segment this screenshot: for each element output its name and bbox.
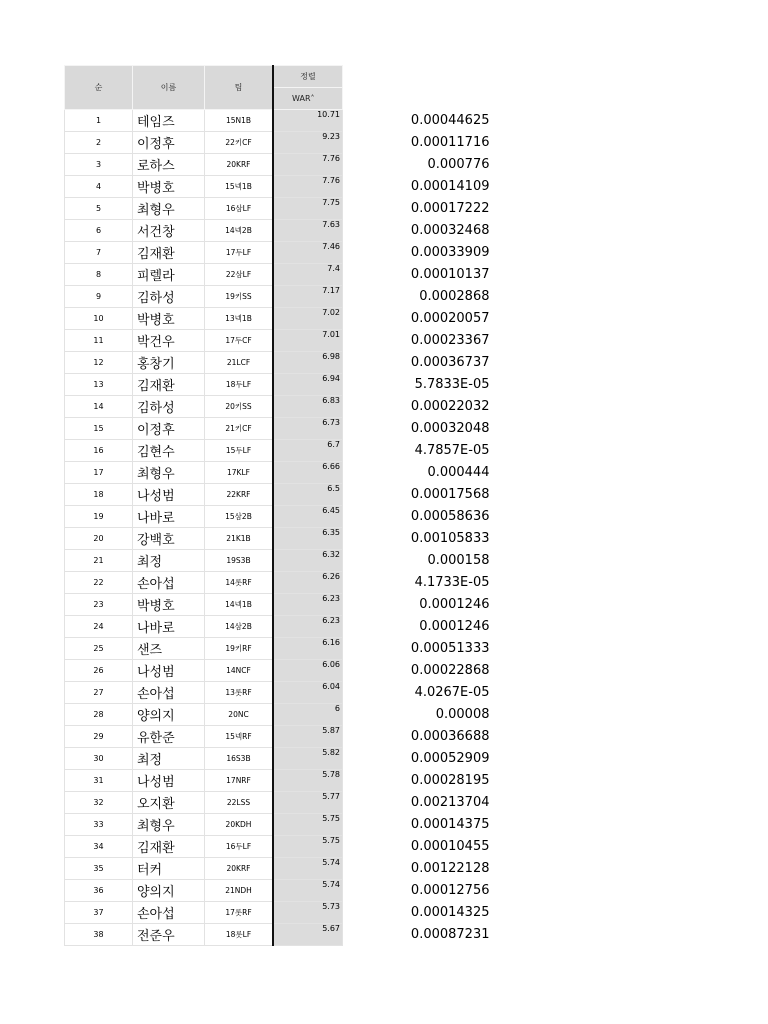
rank-cell[interactable]: 35 [65, 858, 133, 880]
ratio-cell[interactable]: 4.7857E-05 [414, 443, 490, 458]
rank-cell[interactable]: 1 [65, 110, 133, 132]
empty-cell[interactable] [343, 660, 404, 682]
rank-cell[interactable]: 23 [65, 594, 133, 616]
ratio-cell[interactable]: 0.00087231 [410, 927, 490, 942]
empty-cell[interactable] [343, 220, 404, 242]
ratio-cell[interactable]: 0.00022032 [410, 399, 490, 414]
name-cell[interactable]: 박병호 [133, 308, 205, 330]
rank-cell[interactable]: 24 [65, 616, 133, 638]
war-cell[interactable]: 5.75 [273, 814, 343, 836]
table-row [65, 110, 490, 132]
ratio-cell[interactable]: 0.00033909 [410, 245, 490, 260]
table-row [65, 748, 490, 770]
ratio-cell[interactable]: 0.0002868 [419, 289, 490, 304]
empty-cell[interactable] [343, 374, 404, 396]
war-cell[interactable]: 5.67 [273, 924, 343, 946]
war-cell[interactable]: 7.76 [273, 176, 343, 198]
rank-cell[interactable]: 4 [65, 176, 133, 198]
war-cell[interactable]: 6.04 [273, 682, 343, 704]
table-row [65, 682, 490, 704]
war-cell[interactable]: 6.35 [273, 528, 343, 550]
table-row [65, 858, 490, 880]
rank-cell[interactable]: 5 [65, 198, 133, 220]
col-header-team[interactable]: 팀 [205, 66, 274, 110]
ratio-cell[interactable]: 4.0267E-05 [414, 685, 490, 700]
empty-cell[interactable] [343, 902, 404, 924]
table-row [65, 264, 490, 286]
table-row [65, 198, 490, 220]
ratio-cell[interactable]: 0.000444 [427, 465, 490, 480]
name-cell[interactable]: 피렐라 [133, 264, 205, 286]
table-row [65, 154, 490, 176]
ratio-cell[interactable]: 0.000158 [427, 553, 490, 568]
ratio-cell[interactable]: 0.00032468 [410, 223, 490, 238]
ratio-cell[interactable]: 0.00052909 [410, 751, 490, 766]
war-cell[interactable]: 5.74 [273, 858, 343, 880]
empty-cell[interactable] [343, 704, 404, 726]
rank-cell[interactable]: 12 [65, 352, 133, 374]
team-cell[interactable]: 20NC [205, 704, 274, 726]
empty-cell[interactable] [343, 352, 404, 374]
col-header-rank[interactable]: 순 [65, 66, 133, 110]
ratio-cell[interactable]: 0.000776 [427, 157, 490, 172]
rank-cell[interactable]: 3 [65, 154, 133, 176]
name-cell[interactable]: 전준우 [133, 924, 205, 946]
table-row [65, 660, 490, 682]
team-cell[interactable]: 14NCF [205, 660, 274, 682]
war-cell[interactable]: 6.06 [273, 660, 343, 682]
name-cell[interactable]: 김재환 [133, 836, 205, 858]
rank-cell[interactable]: 28 [65, 704, 133, 726]
war-ranking-table [64, 65, 490, 946]
war-cell[interactable]: 7.01 [273, 330, 343, 352]
name-cell[interactable]: 손아섭 [133, 682, 205, 704]
empty-cell[interactable] [343, 132, 404, 154]
table-row [65, 528, 490, 550]
table-row [65, 550, 490, 572]
ratio-cell[interactable]: 4.1733E-05 [414, 575, 490, 590]
war-cell[interactable]: 6.32 [273, 550, 343, 572]
team-cell[interactable]: 21LCF [205, 352, 274, 374]
war-cell[interactable]: 7.75 [273, 198, 343, 220]
team-cell[interactable]: 19S3B [205, 550, 274, 572]
name-cell[interactable]: 서건창 [133, 220, 205, 242]
rank-cell[interactable]: 21 [65, 550, 133, 572]
table-row [65, 132, 490, 154]
table-row [65, 396, 490, 418]
ratio-cell[interactable]: 0.0001246 [419, 619, 490, 634]
team-cell[interactable]: 15넥1B [205, 176, 274, 198]
empty-cell[interactable] [343, 198, 404, 220]
team-cell[interactable]: 14넥2B [205, 220, 274, 242]
team-cell[interactable]: 16두LF [205, 836, 274, 858]
sort-header[interactable]: 정렬 [273, 66, 343, 88]
table-row [65, 638, 490, 660]
table-row [65, 286, 490, 308]
name-cell[interactable]: 샌즈 [133, 638, 205, 660]
empty-cell[interactable] [343, 594, 404, 616]
team-cell[interactable]: 19키SS [205, 286, 274, 308]
name-cell[interactable]: 김하성 [133, 286, 205, 308]
empty-cell[interactable] [343, 462, 404, 484]
team-cell[interactable]: 17두LF [205, 242, 274, 264]
name-cell[interactable]: 터커 [133, 858, 205, 880]
rank-cell[interactable]: 10 [65, 308, 133, 330]
ratio-cell[interactable]: 0.00036688 [410, 729, 490, 744]
war-cell[interactable]: 5.74 [273, 880, 343, 902]
team-cell[interactable]: 20KRF [205, 858, 274, 880]
rank-cell[interactable]: 27 [65, 682, 133, 704]
rank-cell[interactable]: 15 [65, 418, 133, 440]
war-cell[interactable]: 5.75 [273, 836, 343, 858]
empty-cell[interactable] [343, 682, 404, 704]
war-cell[interactable]: 6.73 [273, 418, 343, 440]
team-cell[interactable]: 19키RF [205, 638, 274, 660]
name-cell[interactable]: 오지환 [133, 792, 205, 814]
rank-cell[interactable]: 32 [65, 792, 133, 814]
war-cell[interactable]: 7.02 [273, 308, 343, 330]
war-cell[interactable]: 7.17 [273, 286, 343, 308]
name-cell[interactable]: 손아섭 [133, 572, 205, 594]
table-row [65, 220, 490, 242]
empty-cell[interactable] [343, 286, 404, 308]
empty-cell[interactable] [343, 616, 404, 638]
war-cell[interactable]: 5.87 [273, 726, 343, 748]
table-row [65, 880, 490, 902]
ratio-cell[interactable]: 0.00213704 [410, 795, 490, 810]
name-cell[interactable]: 이정후 [133, 132, 205, 154]
empty-cell[interactable] [343, 242, 404, 264]
team-cell[interactable]: 21NDH [205, 880, 274, 902]
team-cell[interactable]: 18두LF [205, 374, 274, 396]
name-cell[interactable]: 김현수 [133, 440, 205, 462]
war-cell[interactable]: 6.16 [273, 638, 343, 660]
table-row [65, 352, 490, 374]
team-cell[interactable]: 16삼LF [205, 198, 274, 220]
rank-cell[interactable]: 22 [65, 572, 133, 594]
rank-cell[interactable]: 36 [65, 880, 133, 902]
ratio-cell[interactable]: 0.00008 [435, 707, 490, 722]
team-cell[interactable]: 15두LF [205, 440, 274, 462]
ratio-cell[interactable]: 0.00023367 [410, 333, 490, 348]
empty-cell[interactable] [343, 154, 404, 176]
team-cell[interactable]: 14넥1B [205, 594, 274, 616]
war-cell[interactable]: 7.76 [273, 154, 343, 176]
war-cell[interactable]: 5.77 [273, 792, 343, 814]
name-cell[interactable]: 박건우 [133, 330, 205, 352]
war-cell[interactable]: 7.46 [273, 242, 343, 264]
name-cell[interactable]: 최정 [133, 748, 205, 770]
war-cell[interactable]: 9.23 [273, 132, 343, 154]
war-cell[interactable]: 6.66 [273, 462, 343, 484]
table-row [65, 440, 490, 462]
table-row [65, 176, 490, 198]
ratio-cell[interactable]: 0.00051333 [410, 641, 490, 656]
table-row [65, 704, 490, 726]
war-cell[interactable]: 5.78 [273, 770, 343, 792]
rank-cell[interactable]: 9 [65, 286, 133, 308]
empty-cell[interactable] [343, 418, 404, 440]
table-row [65, 330, 490, 352]
rank-cell[interactable]: 34 [65, 836, 133, 858]
empty-cell[interactable] [343, 396, 404, 418]
empty-cell[interactable] [343, 880, 404, 902]
ratio-cell[interactable]: 0.00012756 [410, 883, 490, 898]
ratio-cell[interactable]: 0.00017222 [410, 201, 490, 216]
team-cell[interactable]: 15N1B [205, 110, 274, 132]
empty-cell[interactable] [343, 726, 404, 748]
ratio-cell[interactable]: 0.00044625 [410, 113, 490, 128]
team-cell[interactable]: 17KLF [205, 462, 274, 484]
ratio-cell[interactable]: 0.00014325 [410, 905, 490, 920]
empty-cell[interactable] [343, 550, 404, 572]
header-row-top [65, 66, 490, 88]
empty-cell[interactable] [343, 924, 404, 946]
name-cell[interactable]: 김하성 [133, 396, 205, 418]
team-cell[interactable]: 21K1B [205, 528, 274, 550]
name-cell[interactable]: 이정후 [133, 418, 205, 440]
rank-cell[interactable]: 18 [65, 484, 133, 506]
table-row [65, 902, 490, 924]
war-cell[interactable]: 6.23 [273, 594, 343, 616]
team-cell[interactable]: 15넥RF [205, 726, 274, 748]
table-row [65, 374, 490, 396]
war-cell[interactable]: 6.94 [273, 374, 343, 396]
war-cell[interactable]: 6.45 [273, 506, 343, 528]
war-cell[interactable]: 7.4 [273, 264, 343, 286]
name-cell[interactable]: 박병호 [133, 176, 205, 198]
table-row [65, 726, 490, 748]
team-cell[interactable]: 13롯RF [205, 682, 274, 704]
rank-cell[interactable]: 29 [65, 726, 133, 748]
name-cell[interactable]: 양의지 [133, 880, 205, 902]
empty-cell[interactable] [343, 858, 404, 880]
name-cell[interactable]: 최정 [133, 550, 205, 572]
table-row [65, 792, 490, 814]
war-cell[interactable]: 6 [273, 704, 343, 726]
war-cell[interactable]: 6.26 [273, 572, 343, 594]
team-cell[interactable]: 18롯LF [205, 924, 274, 946]
empty-cell[interactable] [343, 770, 404, 792]
ratio-cell[interactable]: 0.00122128 [410, 861, 490, 876]
name-cell[interactable]: 홍창기 [133, 352, 205, 374]
rank-cell[interactable]: 14 [65, 396, 133, 418]
empty-cell[interactable] [343, 440, 404, 462]
name-cell[interactable]: 최형우 [133, 814, 205, 836]
team-cell[interactable]: 17롯RF [205, 902, 274, 924]
name-cell[interactable]: 나바로 [133, 616, 205, 638]
rank-cell[interactable]: 2 [65, 132, 133, 154]
table-row [65, 924, 490, 946]
war-cell[interactable]: 5.82 [273, 748, 343, 770]
team-cell[interactable]: 17두CF [205, 330, 274, 352]
empty-cell[interactable] [343, 572, 404, 594]
team-cell[interactable]: 14삼2B [205, 616, 274, 638]
table-row [65, 484, 490, 506]
empty-cell[interactable] [343, 264, 404, 286]
rank-cell[interactable]: 11 [65, 330, 133, 352]
war-cell[interactable]: 5.73 [273, 902, 343, 924]
empty-cell[interactable] [343, 792, 404, 814]
name-cell[interactable]: 나성범 [133, 484, 205, 506]
empty-cell[interactable] [343, 506, 404, 528]
empty-cell[interactable] [343, 330, 404, 352]
rank-cell[interactable]: 33 [65, 814, 133, 836]
name-cell[interactable]: 나성범 [133, 770, 205, 792]
team-cell[interactable]: 13넥1B [205, 308, 274, 330]
name-cell[interactable]: 손아섭 [133, 902, 205, 924]
ratio-cell[interactable]: 0.00036737 [410, 355, 490, 370]
ratio-cell[interactable]: 5.7833E-05 [414, 377, 490, 392]
empty-cell[interactable] [343, 814, 404, 836]
team-cell[interactable]: 20키SS [205, 396, 274, 418]
name-cell[interactable]: 테임즈 [133, 110, 205, 132]
table-row [65, 418, 490, 440]
ratio-cell[interactable]: 0.00032048 [410, 421, 490, 436]
empty-cell[interactable] [343, 528, 404, 550]
team-cell[interactable]: 17NRF [205, 770, 274, 792]
table-row [65, 308, 490, 330]
ratio-cell[interactable]: 0.00020057 [410, 311, 490, 326]
empty-cell[interactable] [343, 484, 404, 506]
table-row [65, 616, 490, 638]
empty-cell[interactable] [343, 176, 404, 198]
ratio-cell[interactable]: 0.00022868 [410, 663, 490, 678]
name-cell[interactable]: 유한준 [133, 726, 205, 748]
table-row [65, 572, 490, 594]
name-cell[interactable]: 강백호 [133, 528, 205, 550]
ratio-cell[interactable]: 0.0001246 [419, 597, 490, 612]
team-cell[interactable]: 20KRF [205, 154, 274, 176]
rank-cell[interactable]: 25 [65, 638, 133, 660]
rank-cell[interactable]: 17 [65, 462, 133, 484]
name-cell[interactable]: 최형우 [133, 462, 205, 484]
name-cell[interactable]: 나성범 [133, 660, 205, 682]
col-header-war[interactable]: WAR˄ [273, 88, 343, 110]
col-header-name[interactable]: 이름 [133, 66, 205, 110]
ratio-cell[interactable]: 0.00011716 [410, 135, 490, 150]
name-cell[interactable]: 양의지 [133, 704, 205, 726]
ratio-cell[interactable]: 0.00010455 [410, 839, 490, 854]
war-cell[interactable]: 6.7 [273, 440, 343, 462]
table-row [65, 506, 490, 528]
table-row [65, 770, 490, 792]
rank-cell[interactable]: 19 [65, 506, 133, 528]
team-cell[interactable]: 22KRF [205, 484, 274, 506]
ratio-cell[interactable]: 0.00010137 [410, 267, 490, 282]
war-cell[interactable]: 6.23 [273, 616, 343, 638]
ratio-cell[interactable]: 0.00058636 [410, 509, 490, 524]
ratio-cell[interactable]: 0.00017568 [410, 487, 490, 502]
empty-cell[interactable] [343, 308, 404, 330]
name-cell[interactable]: 김재환 [133, 374, 205, 396]
empty-cell[interactable] [343, 638, 404, 660]
team-cell[interactable]: 22키CF [205, 132, 274, 154]
table-row [65, 814, 490, 836]
rank-cell[interactable]: 6 [65, 220, 133, 242]
team-cell[interactable]: 20KDH [205, 814, 274, 836]
rank-cell[interactable]: 31 [65, 770, 133, 792]
name-cell[interactable]: 나바로 [133, 506, 205, 528]
team-cell[interactable]: 21키CF [205, 418, 274, 440]
war-cell[interactable]: 6.98 [273, 352, 343, 374]
ratio-cell[interactable]: 0.00028195 [410, 773, 490, 788]
rank-cell[interactable]: 20 [65, 528, 133, 550]
ratio-cell[interactable]: 0.00014375 [410, 817, 490, 832]
rank-cell[interactable]: 13 [65, 374, 133, 396]
war-cell[interactable]: 7.63 [273, 220, 343, 242]
war-cell[interactable]: 6.83 [273, 396, 343, 418]
table-row [65, 836, 490, 858]
table-row [65, 242, 490, 264]
rank-cell[interactable]: 7 [65, 242, 133, 264]
rank-cell[interactable]: 30 [65, 748, 133, 770]
team-cell[interactable]: 14롯RF [205, 572, 274, 594]
name-cell[interactable]: 박병호 [133, 594, 205, 616]
empty-cell[interactable] [343, 748, 404, 770]
name-cell[interactable]: 최형우 [133, 198, 205, 220]
rank-cell[interactable]: 8 [65, 264, 133, 286]
table-row [65, 594, 490, 616]
empty-cell[interactable] [343, 836, 404, 858]
ratio-cell[interactable]: 0.00105833 [410, 531, 490, 546]
team-cell[interactable]: 15삼2B [205, 506, 274, 528]
rank-cell[interactable]: 16 [65, 440, 133, 462]
empty-cell[interactable] [343, 110, 404, 132]
table-row [65, 462, 490, 484]
name-cell[interactable]: 김재환 [133, 242, 205, 264]
war-cell[interactable]: 10.71 [273, 110, 343, 132]
ratio-cell[interactable]: 0.00014109 [410, 179, 490, 194]
rank-cell[interactable]: 38 [65, 924, 133, 946]
rank-cell[interactable]: 26 [65, 660, 133, 682]
team-cell[interactable]: 16S3B [205, 748, 274, 770]
war-cell[interactable]: 6.5 [273, 484, 343, 506]
team-cell[interactable]: 22삼LF [205, 264, 274, 286]
rank-cell[interactable]: 37 [65, 902, 133, 924]
team-cell[interactable]: 22LSS [205, 792, 274, 814]
name-cell[interactable]: 로하스 [133, 154, 205, 176]
